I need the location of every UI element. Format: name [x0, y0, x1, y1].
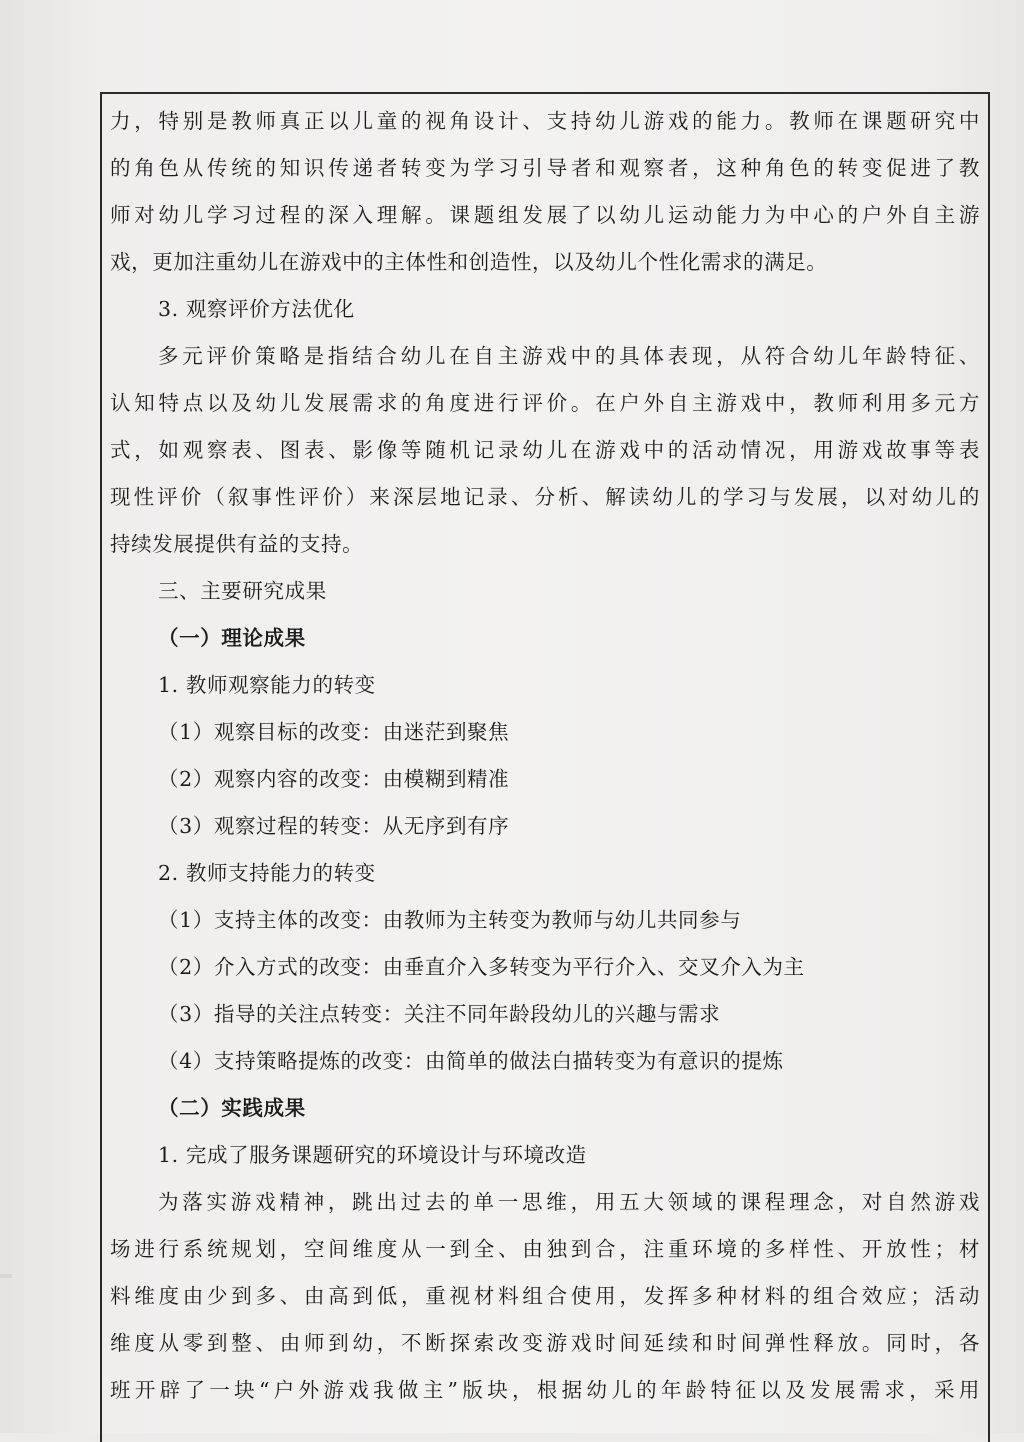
list-item: （1）支持主体的改变：由教师为主转变为教师与幼儿共同参与 — [158, 908, 742, 932]
list-item: （4）支持策略提炼的改变：由简单的做法白描转变为有意识的提炼 — [158, 1049, 784, 1073]
section-heading: （一）理论成果 — [158, 626, 306, 650]
list-item: （3）指导的关注点转变：关注不同年龄段幼儿的兴趣与需求 — [158, 1002, 721, 1026]
list-item: （2）介入方式的改变：由垂直介入多转变为平行介入、交叉介入为主 — [158, 955, 805, 979]
section-heading: 三、主要研究成果 — [158, 579, 327, 603]
list-item: （1）观察目标的改变：由迷茫到聚焦 — [158, 720, 510, 744]
list-item: （2）观察内容的改变：由模糊到精准 — [158, 767, 510, 791]
text-line: 为落实游戏精神，跳出过去的单一思维，用五大领域的课程理念，对自然游戏 — [158, 1190, 980, 1214]
text-line: 师对幼儿学习过程的深入理解。课题组发展了以幼儿运动能力为中心的户外自主游 — [110, 203, 980, 227]
document-body — [110, 98, 980, 1414]
text-line: 场进行系统规划，空间维度从一到全、由独到合，注重环境的多样性、开放性；材 — [110, 1237, 980, 1261]
section-heading: 1. 教师观察能力的转变 — [158, 673, 376, 697]
text-line: 力，特别是教师真正以儿童的视角设计、支持幼儿游戏的能力。教师在课题研究中 — [110, 109, 980, 133]
page-mark — [0, 1274, 12, 1278]
section-heading: （二）实践成果 — [158, 1096, 306, 1120]
text-line: 的角色从传统的知识传递者转变为学习引导者和观察者，这种角色的转变促进了教 — [110, 156, 980, 180]
text-line: 现性评价（叙事性评价）来深层地记录、分析、解读幼儿的学习与发展，以对幼儿的 — [110, 485, 980, 509]
text-line: 式，如观察表、图表、影像等随机记录幼儿在游戏中的活动情况，用游戏故事等表 — [110, 438, 980, 462]
section-heading: 1. 完成了服务课题研究的环境设计与环境改造 — [158, 1143, 587, 1167]
text-line: 维度从零到整、由师到幼，不断探索改变游戏时间延续和时间弹性释放。同时，各 — [110, 1331, 980, 1355]
text-line: 多元评价策略是指结合幼儿在自主游戏中的具体表现，从符合幼儿年龄特征、 — [158, 344, 980, 368]
text-line: 班开辟了一块“户外游戏我做主”版块，根据幼儿的年龄特征以及发展需求，采用 — [110, 1378, 980, 1402]
text-line: 料维度由少到多、由高到低，重视材料组合使用，发挥多种材料的组合效应；活动 — [110, 1284, 980, 1308]
text-line: 认知特点以及幼儿发展需求的角度进行评价。在户外自主游戏中，教师利用多元方 — [110, 391, 980, 415]
section-heading: 2. 教师支持能力的转变 — [158, 861, 376, 885]
list-item: （3）观察过程的转变：从无序到有序 — [158, 814, 510, 838]
text-line: 戏，更加注重幼儿在游戏中的主体性和创造性，以及幼儿个性化需求的满足。 — [110, 250, 828, 274]
text-line: 持续发展提供有益的支持。 — [110, 532, 364, 556]
section-heading: 3. 观察评价方法优化 — [158, 297, 355, 321]
